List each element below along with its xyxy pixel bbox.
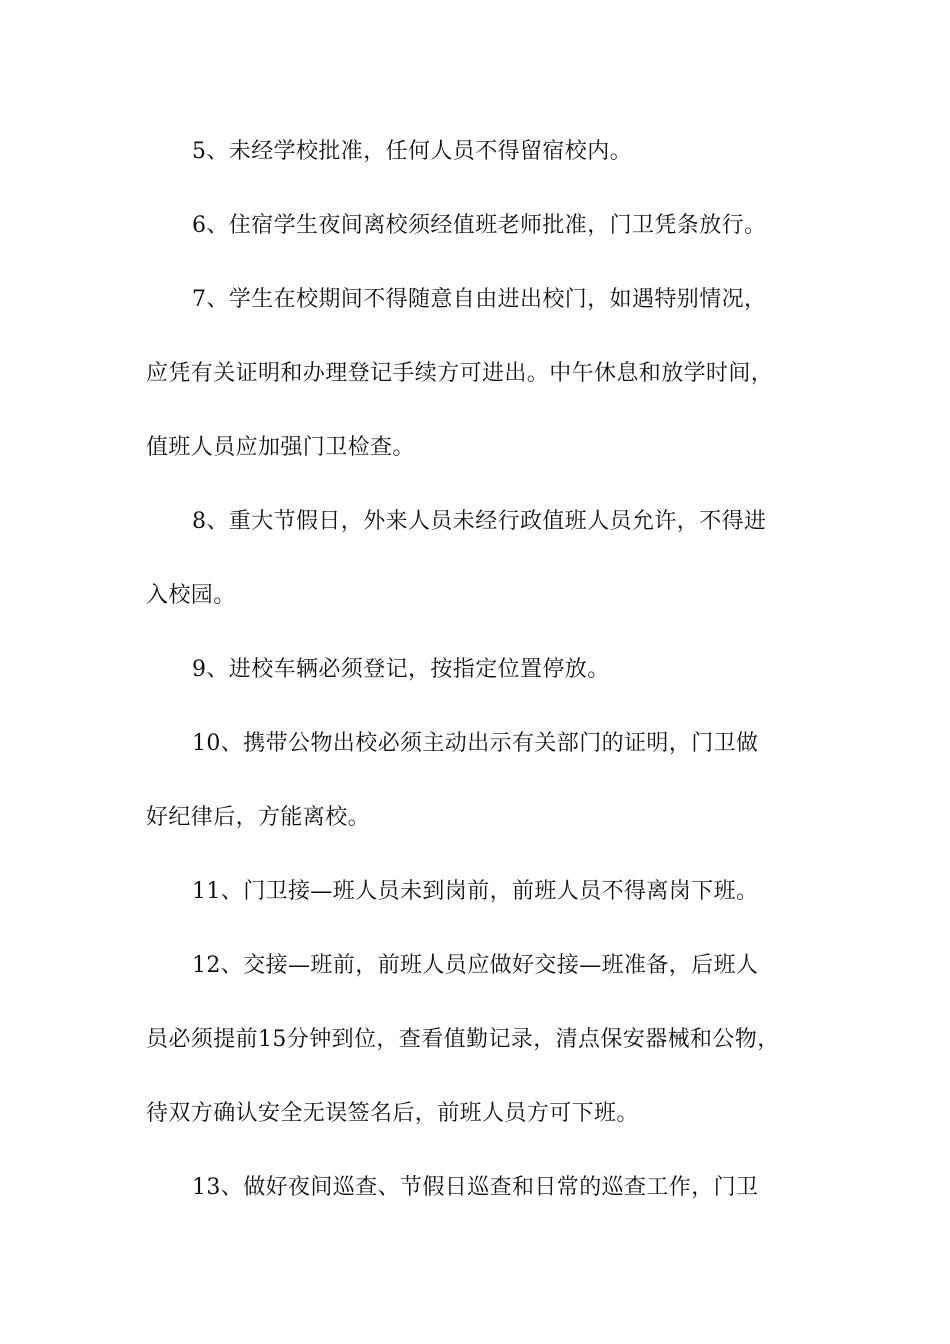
rule-7-line-2: 应凭有关证明和办理登记手续方可进出。中午休息和放学时间，	[146, 361, 774, 386]
rule-6: 6、住宿学生夜间离校须经值班老师批准，门卫凭条放行。	[192, 213, 767, 238]
rule-8-line-1: 8、重大节假日，外来人员未经行政值班人员允许，不得进	[192, 509, 767, 534]
rule-9: 9、进校车辆必须登记，按指定位置停放。	[192, 657, 610, 682]
rule-12-line-3: 待双方确认安全无误签名后，前班人员方可下班。	[146, 1101, 639, 1126]
rule-5: 5、未经学校批准，任何人员不得留宿校内。	[192, 139, 632, 164]
rule-10-line-1: 10、携带公物出校必须主动出示有关部门的证明，门卫做	[192, 731, 759, 756]
rule-7-line-1: 7、学生在校期间不得随意自由进出校门，如遇特别情况，	[192, 287, 767, 312]
rule-13-line-1: 13、做好夜间巡查、节假日巡查和日常的巡查工作，门卫	[192, 1175, 759, 1200]
rule-8-line-2: 入校园。	[146, 583, 236, 608]
rule-10-line-2: 好纪律后，方能离校。	[146, 805, 371, 830]
rule-12-line-1: 12、交接—班前，前班人员应做好交接—班准备，后班人	[192, 953, 759, 978]
rule-12-line-2: 员必须提前15分钟到位，查看值勤记录，清点保安器械和公物，	[146, 1027, 780, 1052]
rule-7-line-3: 值班人员应加强门卫检查。	[146, 435, 415, 460]
rule-11: 11、门卫接—班人员未到岗前，前班人员不得离岗下班。	[192, 879, 759, 904]
